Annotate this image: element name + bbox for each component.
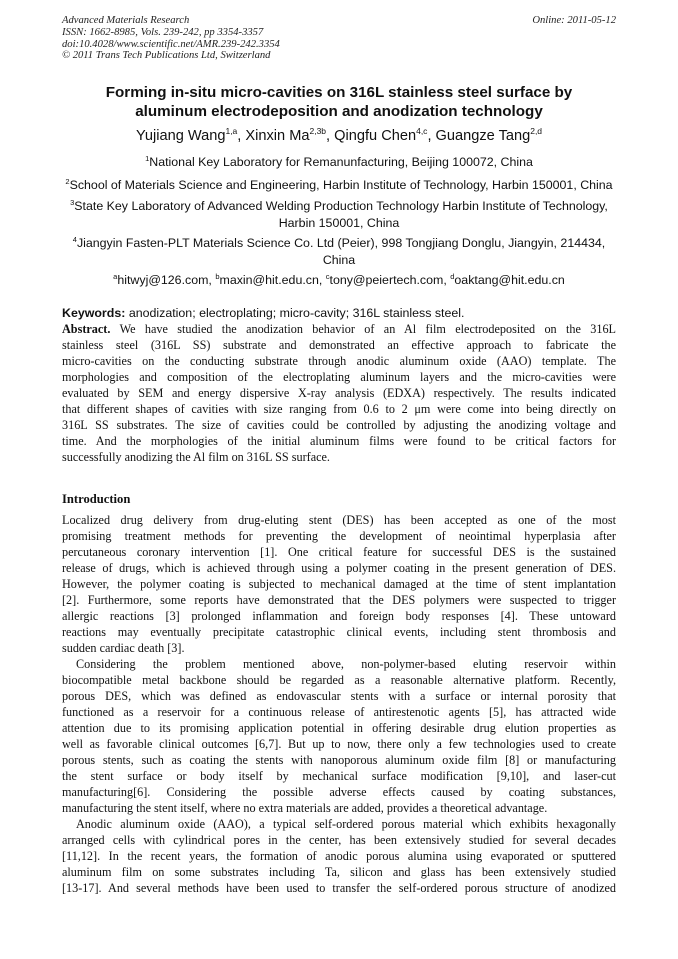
affiliation-3 [62, 198, 616, 232]
paragraph-line: well as favorable clinical outcomes [6,7]. But up to now, there only a few technologies used to create [62, 737, 616, 751]
affil-text: Jiangyin Fasten-PLT Materials Science Co. Ltd (Peier), 998 Tongjiang Donglu, Jiangyin, 214434, [76, 236, 606, 250]
title-line-1: Forming in-situ micro-cavities on 316L stainless steel surface by [105, 84, 573, 101]
abstract-line: stainless steel (316L SS) substrate and demonstrated an effective approach to fabricate the [62, 338, 616, 352]
email-address: oaktang@hit.edu.cn [454, 273, 565, 287]
paragraph-line: percutaneous coronary intervention [1]. One critical feature for successful DES is the sustained [62, 545, 616, 559]
affil-text: National Key Laboratory for Remanunfacturing, Beijing 100072, China [149, 155, 533, 169]
abstract-line: evaluated by SEM and energy dispersive X-ray analysis (EDXA) respectively. The results indicated [62, 386, 616, 400]
abstract-label: Abstract. [62, 322, 111, 336]
paragraph-line: aluminum film on some substrates including Ta, silicon and glass has been extensively studied [62, 865, 616, 879]
paragraph-line: attention due to its promising application potential in offering desirable drug elution properties as [62, 721, 616, 735]
paragraph-line: the stent surface or body itself by mechanical surface modification [9,10], and laser-cut [62, 769, 616, 783]
keywords-text: anodization; electroplating; micro-cavity; 316L stainless steel. [128, 306, 465, 320]
keywords [62, 305, 616, 321]
author-name: Qingfu Chen [334, 128, 417, 144]
author-name: Guangze Tang [435, 128, 531, 144]
abstract-line: morphologies and composition of the electroplating aluminum layers and the micro-cavities were [62, 370, 616, 384]
paragraph-line: porous stents, such as coating the stents with nanoporous aluminum oxide film [8] or manufacturing [62, 753, 616, 767]
paragraph-line: Localized drug delivery from drug-eluting stent (DES) has been accepted as one of the most [62, 513, 616, 527]
author-affil-sup: 2,3b [309, 126, 327, 136]
doi-line: doi:10.4028/www.scientific.net/AMR.239-242.3354 [62, 38, 280, 50]
email-sup: d [450, 272, 455, 281]
abstract [62, 321, 616, 465]
paragraph-line: Anodic aluminum oxide (AAO), a typical self-ordered porous material which exhibits hexagonally [76, 817, 616, 831]
abstract-line: that different shapes of cavities with size ranging from 0.6 to 2 μm were come into being directly on [62, 402, 616, 416]
affil-sup: 4 [72, 235, 77, 244]
issn-line: ISSN: 1662-8985, Vols. 239-242, pp 3354-3357 [62, 26, 264, 38]
journal-name: Advanced Materials Research [62, 15, 190, 26]
affil-text: State Key Laboratory of Advanced Welding Production Technology Harbin Institute of Technology, [74, 199, 608, 213]
affiliation-4 [62, 235, 616, 269]
author-name: Xinxin Ma [245, 128, 310, 144]
paragraph-line: [11,12]. In the recent years, the formation of anodic porous alumina using evaporated or sputtered [62, 849, 616, 863]
abstract-line: successfully anodizing the Al film on 316L SS surface. [62, 450, 330, 464]
keywords-label: Keywords: [62, 306, 126, 320]
affil-sup: 1 [145, 154, 150, 163]
author-list: Yujiang Wang$^{1,a}$, Xinxin $Ma^{2,3b}$, Qingfu Chen$^{4,c}$, Guangze Tang$^{2,d}$ [135, 126, 543, 144]
paragraph-line: arranged cells with cylindrical pores in the center, has been extensively studied for several decades [62, 833, 616, 847]
online-date: Online: 2011-05-12 [532, 15, 616, 26]
email-sup: c [325, 272, 330, 281]
paragraph-line: [13-17]. And several methods have been used to transfer the self-ordered porous structure of anodized [62, 881, 616, 895]
paragraph-line: manufacturing[6]. Considering the possible adverse effects caused by coating substances, [62, 785, 616, 799]
paragraph-line: functioned as a reservoir for a continuous release of antirestenotic agents [5], has attracted wide [62, 705, 616, 719]
abstract-text: We have studied the anodization behavior of an Al film electrodeposited on the 316L [119, 322, 616, 336]
paragraph-line: biocompatible metal backbone should be regarded as a reasonable alternative platform. Recently, [62, 673, 616, 687]
affiliation-2 [62, 177, 616, 194]
affil-text: School of Materials Science and Engineering, Harbin Institute of Technology, Harbin 150001, China [69, 178, 613, 192]
title-line-2: aluminum electrodeposition and anodization technology [135, 103, 543, 120]
email-sup: b [215, 272, 220, 281]
email-address: hitwyj@126.com, [117, 273, 212, 287]
email-address: tony@peiertech.com, [329, 273, 447, 287]
author-affil-sup: 1,a [225, 126, 238, 136]
affil-text: Harbin 150001, China [278, 216, 400, 230]
author-affil-sup: 2,d [530, 126, 543, 136]
paragraph-line: sudden cardiac death [3]. [62, 641, 185, 655]
abstract-line [62, 321, 616, 337]
affil-sup: 2 [65, 177, 70, 186]
email-list [62, 272, 616, 289]
section-heading-introduction: Introduction [62, 492, 131, 506]
affil-sup: 3 [70, 198, 75, 207]
copyright-line: © 2011 Trans Tech Publications Ltd, Switzerland [62, 50, 271, 62]
affiliation-1 [62, 154, 616, 171]
abstract-line: micro-cavities on the conducting substrate through anodic aluminum oxide (AAO) template. The [62, 354, 616, 368]
paragraph-line: reactions may eventually precipitate catastrophic clinical events, including stent thrombosis and [62, 625, 616, 639]
abstract-line: 316L SS substrates. The size of cavities could be controlled by adjusting the anodizing voltage and [62, 418, 616, 432]
paragraph-line: porous DES, which was defined as endovascular stents with a surface or internal porosity that [62, 689, 616, 703]
affil-text: China [322, 253, 356, 267]
paragraph-line: allergic reactions [3] prolonged inflammation and foreign body responses [4]. These untoward [62, 609, 616, 623]
paragraph-line: Considering the problem mentioned above, non-polymer-based eluting reservoir within [76, 657, 616, 671]
paragraph-line: manufacturing the stent itself, where no extra materials are added, provides a theoretical advantage. [62, 801, 548, 815]
introduction-body [62, 512, 616, 896]
journal-header [62, 15, 616, 62]
author-affil-sup: 4,c [416, 126, 428, 136]
paper-title [62, 83, 616, 121]
paragraph-line: However, the polymer coating is subjected to mechanical damaged at the time of stent implantation [62, 577, 616, 591]
paragraph-line: [2]. Furthermore, some reports have demonstrated that the DES polymers were suspected to trigger [62, 593, 616, 607]
author-name: Yujiang Wang [135, 128, 226, 144]
paragraph-line: promising treatment methods for preventing the development of neointimal hyperplasia after [62, 529, 616, 543]
email-sup: a [113, 272, 118, 281]
paragraph-line: release of drugs, which is achieved through using a polymer coating in the present generation of DES. [62, 561, 616, 575]
abstract-line: time. And the morphologies of the initial aluminum films were found to be critical factors for [62, 434, 616, 448]
email-address: maxin@hit.edu.cn, [219, 273, 323, 287]
